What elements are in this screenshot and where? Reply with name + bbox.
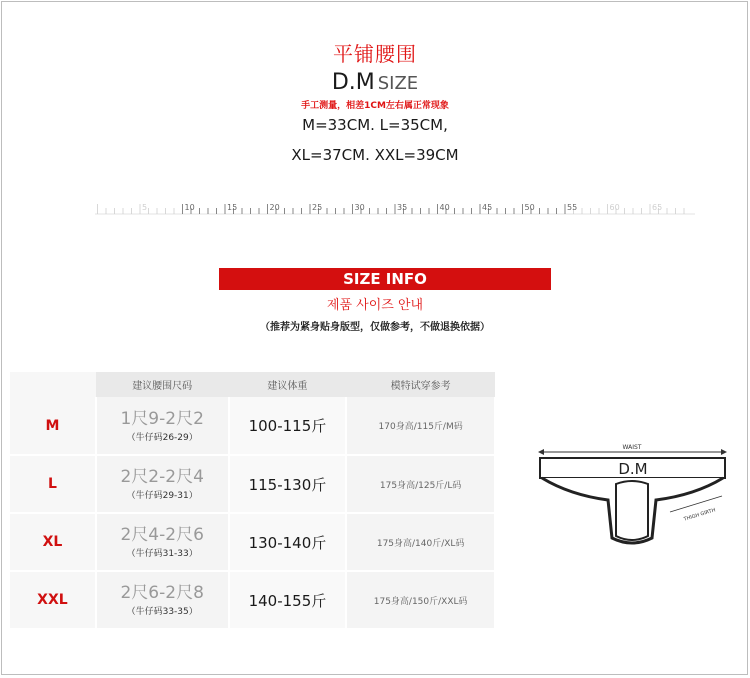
- ruler-label: 15: [227, 203, 238, 212]
- table-header-blank: [10, 372, 96, 397]
- waist-cell: [96, 513, 229, 571]
- ruler-label: 55: [567, 203, 578, 212]
- ruler-label: 30: [354, 203, 365, 212]
- jeans-size: （牛仔码31-33）: [126, 549, 198, 559]
- brand-suffix: SIZE: [377, 73, 419, 94]
- korean-subtitle: 제품 사이즈 안내: [326, 298, 424, 313]
- size-label: M: [10, 397, 96, 455]
- table-header-waist: 建议腰围尺码: [96, 372, 229, 397]
- weight-cell: 115-130斤: [229, 455, 347, 513]
- jeans-size: （牛仔码26-29）: [126, 432, 198, 443]
- ruler-label: 60: [609, 203, 620, 212]
- jeans-size: （牛仔码33-35）: [126, 607, 198, 617]
- diagram-brand: D.M: [618, 460, 648, 478]
- size-label: XXL: [10, 571, 96, 629]
- ruler-label: 40: [439, 203, 450, 212]
- table-header-model: 模特试穿参考: [346, 372, 495, 397]
- waist-range: 2尺2-2尺4: [120, 467, 204, 487]
- measurement-note: 手工测量，相差1CM左右属正常现象: [301, 101, 449, 111]
- brand-name: D.M: [331, 70, 375, 95]
- size-info-banner: SIZE INFO: [219, 268, 551, 290]
- table-row: [10, 513, 495, 571]
- ruler-label: 65: [652, 203, 663, 212]
- size-label: XL: [10, 513, 96, 571]
- ruler-label: 20: [269, 203, 280, 212]
- table-row: [10, 455, 495, 513]
- waist-sizes-line-2: XL=37CM. XXL=39CM: [291, 146, 459, 164]
- size-table: [10, 372, 496, 630]
- waist-cell: [96, 397, 229, 455]
- page-title: 平铺腰围: [333, 42, 417, 66]
- ruler-label: 5: [142, 203, 148, 212]
- waist-label: WAIST: [622, 444, 642, 451]
- table-row: [10, 571, 495, 629]
- underwear-diagram: [530, 440, 740, 550]
- fit-disclaimer: （推荐为紧身贴身版型，仅做参考，不做退换依据）: [260, 322, 490, 333]
- waist-arrow-left-icon: [538, 449, 544, 455]
- waist-cell: [96, 455, 229, 513]
- model-reference-cell: 170身高/115斤/M码: [346, 397, 495, 455]
- waist-range: 2尺6-2尺8: [120, 583, 204, 603]
- ruler-label: 50: [524, 203, 535, 212]
- model-reference-cell: 175身高/140斤/XL码: [346, 513, 495, 571]
- model-reference-cell: 175身高/125斤/L码: [346, 455, 495, 513]
- weight-cell: 130-140斤: [229, 513, 347, 571]
- waist-range: 1尺9-2尺2: [120, 408, 204, 429]
- size-label: L: [10, 455, 96, 513]
- jeans-size: （牛仔码29-31）: [126, 491, 198, 501]
- thigh-label: THIGH GIRTH: [683, 507, 717, 523]
- table-header-weight: 建议体重: [229, 372, 347, 397]
- waist-sizes-line-1: M=33CM. L=35CM,: [302, 116, 448, 134]
- measuring-ruler: [95, 196, 695, 220]
- ruler-label: 35: [397, 203, 408, 212]
- brief-outline-shape: [542, 478, 723, 543]
- ruler-label: 10: [184, 203, 195, 212]
- waist-arrow-right-icon: [721, 449, 727, 455]
- waist-range: 2尺4-2尺6: [120, 525, 204, 545]
- weight-cell: 100-115斤: [229, 397, 347, 455]
- table-header-row: [10, 372, 495, 397]
- table-row: [10, 397, 495, 455]
- waist-cell: [96, 571, 229, 629]
- model-reference-cell: 175身高/150斤/XXL码: [346, 571, 495, 629]
- ruler-label: 45: [482, 203, 493, 212]
- brand-line: [0, 70, 750, 95]
- ruler-label: 25: [312, 203, 323, 212]
- weight-cell: 140-155斤: [229, 571, 347, 629]
